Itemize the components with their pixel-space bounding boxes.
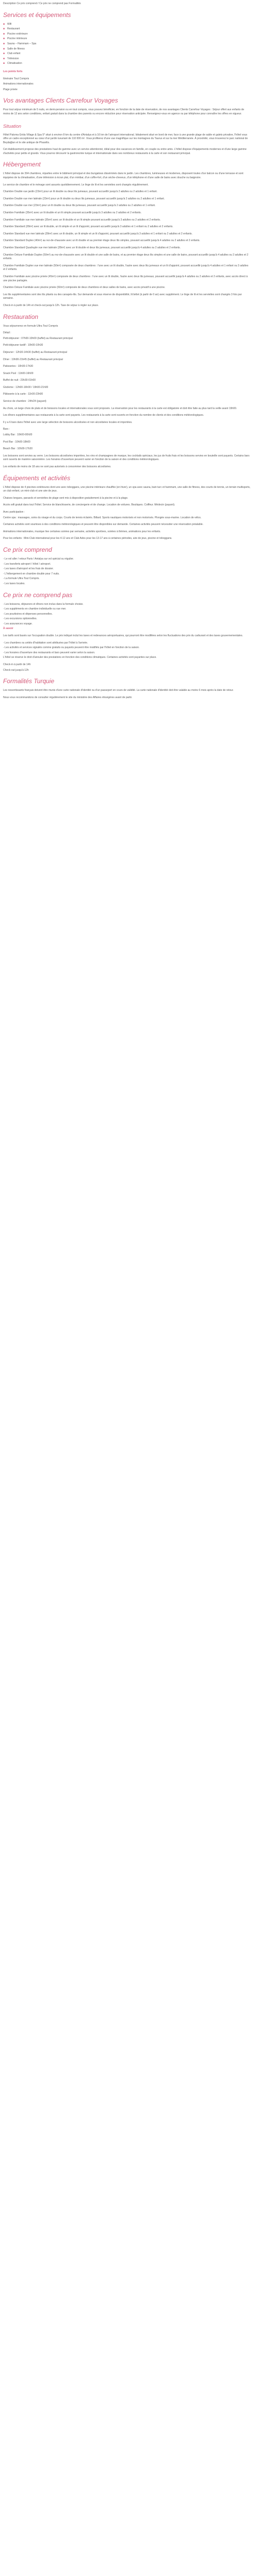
- services-list: [3, 23, 251, 66]
- restauration-item: Gözleme : 12h00-16h00 / 19h00-21h00: [3, 385, 49, 389]
- page-content: [0, 0, 254, 700]
- chambre-item: Chambre Standard Duplex (40m²) au rez-de-chaussée avec un lit double et au premier étage deux lits simples, pouvant accueillir jusqu'à 4 adultes ou 2 adultes et 2 enfants.: [3, 239, 200, 243]
- bar-item: Pool Bar : 10h00-18h00: [3, 440, 30, 444]
- point-fort: Itinéraire Tout Compris: [3, 77, 29, 80]
- enfants-paragraph: Pour les enfants : Mini-Club international pour les 4-12 ans et Club Ados pour les 13-17 ans à certaines périodes, aire de jeux, piscine et toboggans.: [3, 537, 172, 540]
- restauration-paragraph: Les dîners supplémentaires aux restaurants à la carte sont payants. Les restaurants à la carte sont ouverts en fonction du nombre de clients et des conditions météorologiques.: [3, 414, 204, 417]
- equipements-paragraph: Accès wifi gratuit dans tout l'hôtel. Service de blanchisserie, de conciergerie et de change. Location de voitures. Boutiques. Coiffeur. Médecin (payant).: [3, 503, 175, 507]
- restauration-item: Déjeuner : 12h30-14h30 (buffet) au Restaurant principal: [3, 350, 67, 354]
- service-item: ■ Restaurant: [3, 27, 20, 31]
- chambre-item: Chambre Familiale (35m²) avec un lit double et un lit simple pouvant accueillir jusqu'à 3 adultes ou 2 adultes et 2 enfants.: [3, 211, 142, 215]
- bullet-icon: ■: [3, 47, 5, 50]
- restauration-item: Petit-déjeuner tardif : 10h00-10h30: [3, 344, 43, 347]
- comprend-title: Ce prix comprend: [3, 546, 52, 553]
- avis-item: - Les horaires d'ouverture des restaurants et bars peuvent varier selon la saison.: [3, 651, 95, 654]
- check-out: Check-out jusqu'à 12h: [3, 668, 29, 672]
- service-item: ■ Sauna – Hammam – Spa: [3, 42, 37, 45]
- service-item: ■ Club enfant: [3, 52, 21, 56]
- hebergement-note: Les lits supplémentaires sont des lits pliants ou des canapés-lits. Sur demande et sous réserve de disponibilité, lit bébé (à partir de 0 an) avec supplément. Le linge de lit et les serviettes sont changés 3 fois par semaine.: [3, 293, 242, 300]
- bullet-icon: ■: [3, 52, 5, 56]
- restauration-paragraph: Il y a 6 bars dans l'hôtel avec une large sélection de boissons alcoolisées et non alcoolisées locales et importées.: [3, 420, 133, 424]
- bar-item: Lobby Bar : 10h00-00h00: [3, 433, 33, 437]
- restauration-item: Pâtisserie à la carte : 11h00-23h00: [3, 393, 43, 396]
- bars-paragraph: Les enfants de moins de 18 ans ne sont pas autorisés à consommer des boissons alcoolisées.: [3, 465, 111, 468]
- restauration-paragraph: Au choix, un large choix de plats et de boissons locales et internationales vous sont proposés. La réservation pour les restaurants à la carte est obligatoire et doit être faite au plus tard la veille avant 19h00.: [3, 406, 237, 410]
- chambre-item: Chambre Deluxe Familiale Duplex (50m²) au rez-de-chaussée avec un lit double et une salle de bains, et au premier étage deux lits simples et une salle de bains, pouvant accueillir jusqu'à 4 adultes ou 2 adultes et 2 enfants.: [3, 253, 249, 261]
- restauration-detail-title: Détail :: [3, 331, 11, 335]
- service-item: ■ Wifi: [3, 22, 12, 26]
- ne-comprend-item: - Les assurances voyage.: [3, 622, 33, 625]
- avis-item: - Les activités et services signalés comme gratuits ou payants peuvent être modifiés par l'hôtel en fonction de la saison.: [3, 646, 140, 650]
- situation-paragraph: Hôtel Paloma Grida Village & Spa 5* situé à environ 8 km du centre d'Antalya et à 16 km de l'aéroport international. Idéalement situé en bord de mer, face à une grande plage de sable et galets privative, l'hôtel vous offre un cadre exceptionnel au cœur d'un jardin luxuriant de 110 000 m². Vous profiterez d'une vue magnifique sur les montagnes du Taurus et sur la mer Méditerranée. À proximité, vous trouverez le parc national de Beydağları et le site antique de Phasélis.: [3, 133, 248, 144]
- service-item: ■ Climatisation: [3, 62, 22, 65]
- check-in: Check-in à partir de 14h: [3, 663, 31, 667]
- activites-paragraph: Centre spa : massages, soins du visage et du corps. Courts de tennis éclairés. Billard. Sports nautiques motorisés et non motorisés. Plongée sous-marine. Location de vélos.: [3, 516, 202, 519]
- chambre-item: Chambre Deluxe Familiale avec piscine privée (60m²) composée de deux chambres et deux salles de bains, avec accès privatif à une piscine.: [3, 286, 166, 290]
- point-fort: Animations internationales: [3, 82, 34, 86]
- bullet-icon: ■: [3, 22, 5, 26]
- avis-title: À savoir: [3, 627, 13, 631]
- hebergement-note: Check-in à partir de 14h et check-out jusqu'à 12h. Taxe de séjour à régler sur place.: [3, 303, 99, 307]
- chambre-item: Chambre Standard Quadruple vue mer latérale (28m²) avec un lit double et deux lits jumeaux, pouvant accueillir jusqu'à 4 adultes ou 2 adultes et 2 enfants.: [3, 246, 181, 249]
- restauration-item: Patisseries : 10h00-17h30: [3, 365, 34, 368]
- chambre-item: Chambre Familiale avec piscine privée (45m²) composée de deux chambres : l'une avec un lit double, l'autre avec deux lits jumeaux, pouvant accueillir jusqu'à 4 adultes ou 2 adultes et 2 enfants, avec accès direct à une piscine partagée.: [3, 275, 248, 282]
- restauration-title: Restauration: [3, 313, 39, 320]
- bullet-icon: ■: [3, 62, 5, 65]
- equipements-paragraph: L'hôtel dispose de 4 piscines extérieures dont une avec toboggans, une piscine intérieure chauffée (en hiver), un spa avec sauna, bain turc et hammam, une salle de fitness, des courts de tennis, un terrain multisports, un club enfant, un mini-club et une aire de jeux.: [3, 485, 251, 493]
- restauration-item: Dîner : 19h00-21h45 (buffet) au Restaurant principal: [3, 358, 63, 361]
- service-item: ■ Salle de fitness: [3, 47, 25, 50]
- ne-comprend-item: - Les pourboires et dépenses personnelles.: [3, 612, 53, 616]
- equipements-paragraph: Chaises longues, parasols et serviettes de plage sont mis à disposition gratuitement à la piscine et à la plage.: [3, 496, 128, 500]
- bar-item: Beach Bar : 10h00-17h30: [3, 447, 33, 451]
- formalites-paragraph: Les ressortissants français doivent être munis d'une carte nationale d'identité ou d'un passeport en cours de validité. La carte nationale d'identité doit être valable au moins 6 mois après la date de retour.: [3, 689, 234, 692]
- bullet-icon: ■: [3, 27, 5, 31]
- hebergement-paragraph: L'hôtel dispose de 394 chambres, réparties entre le bâtiment principal et des bungalows disséminés dans le jardin. Les chambres, lumineuses et modernes, disposent toutes d'un balcon ou d'une terrasse et sont équipées de la climatisation, d'une télévision à écran plat, d'un minibar, d'un coffre-fort, d'un sèche-cheveux, d'un téléphone et d'une salle de bains avec douche ou baignoire.: [3, 172, 244, 180]
- bullet-icon: ■: [3, 37, 5, 41]
- services-title: Services et équipements: [3, 11, 71, 19]
- restauration-formula: Vous séjournerez en formule Ultra Tout Compris: [3, 324, 58, 328]
- chambre-item: Chambre Double vue jardin (23m²) pour un lit double ou deux lits jumeaux, pouvant accueillir jusqu'à 2 adultes ou 2 adultes et 1 enfant.: [3, 190, 157, 194]
- activites-title: Avec participation :: [3, 510, 25, 514]
- comprend-item: - Les transferts aéroport / hôtel / aéroport.: [3, 562, 51, 566]
- ne-comprend-list: [3, 603, 251, 626]
- formalites-title: Formalités Turquie: [3, 677, 55, 685]
- engagements-text: Pour tout séjour minimum de 5 nuits, en demi-pension ou en tout compris, vous pouvez bénéficier, en fonction de la date de réservation, de nos avantages Clients Carrefour Voyages : Séjour offert aux enfants de moins de 12 ans selon conditions, enfant gratuit dans la chambre des parents ou encore réduction pour réservation anticipée. Renseignez-vous en agence ou par téléphone pour connaître les offres en vigueur.: [3, 108, 245, 115]
- chambre-item: Chambre Double vue mer latérale (23m²) pour un lit double ou deux lits jumeaux, pouvant accueillir jusqu'à 2 adultes ou 2 adultes et 1 enfant.: [3, 197, 165, 200]
- chambre-item: Chambre Standard vue mer latérale (28m²) avec un lit double, un lit simple et un lit d'appoint, pouvant accueillir jusqu'à 3 adultes et 1 enfant ou 2 adultes et 2 enfants.: [3, 232, 192, 235]
- avis-item: - Les chambres ou unités d'habitation sont attribuées par l'hôtel à l'arrivée.: [3, 641, 88, 645]
- restauration-item: Petit-déjeuner : 07h00-10h00 (buffet) au Restaurant principal: [3, 336, 73, 340]
- service-item: ■ Télévision: [3, 57, 19, 60]
- bars-paragraph: Les boissons sont servies au verre. Les boissons alcoolisées importées, les vins et champagnes de marque, les cocktails spéciaux, les jus de fruits frais et les boissons servies en bouteille sont payants. Certains bars sont ouverts de manière saisonnière. Les horaires d'ouverture peuvent varier en fonction de la saison et des conditions météorologiques.: [3, 454, 250, 462]
- chambre-item: Chambre Double vue mer (23m²) pour un lit double ou deux lits jumeaux, pouvant accueillir jusqu'à 2 adultes ou 2 adultes et 1 enfant.: [3, 204, 156, 208]
- chambre-item: Chambre Standard (28m²) avec un lit double, un lit simple et un lit d'appoint, pouvant accueillir jusqu'à 3 adultes et 1 enfant ou 2 adultes et 2 enfants.: [3, 225, 173, 229]
- section-nav: Description Ce prix comprend / Ce prix ne comprend pas Formalités: [3, 2, 81, 5]
- bars-title: Bars :: [3, 428, 10, 431]
- bullet-icon: ■: [3, 57, 5, 60]
- ne-comprend-title: Ce prix ne comprend pas: [3, 591, 73, 599]
- bullet-icon: ■: [3, 42, 5, 45]
- situation-paragraph: Cet établissement propose des prestations haut de gamme avec un service attentionné, idéal pour des vacances en famille, en couple ou entre amis. L'hôtel dispose d'équipements modernes et d'une large gamme d'activités pour petits et grands. Vous pourrez découvrir la gastronomie turque et internationale dans ses nombreux restaurants à la carte et son restaurant principal.: [3, 148, 247, 155]
- situation-title: Situation: [3, 123, 22, 129]
- bullet-icon: ■: [3, 32, 5, 36]
- hebergement-paragraph: Le service de chambre et le ménage sont assurés quotidiennement. Le linge de lit et les serviettes sont changés régulièrement.: [3, 183, 149, 187]
- activites-paragraph: Certaines activités sont soumises à des conditions météorologiques et peuvent être disponibles sur demande. Certaines activités peuvent nécessiter une réservation préalable.: [3, 523, 203, 527]
- restauration-item: Buffet de nuit : 23h30-01h00: [3, 379, 36, 382]
- formalites-paragraph: Nous vous recommandons de consulter régulièrement le site du ministère des Affaires étrangères avant de partir.: [3, 696, 133, 699]
- comprend-item: - Les taxes d'aéroport et les frais de dossier.: [3, 567, 54, 571]
- comprend-list: [3, 557, 251, 586]
- avis-paragraph: L'hôtel se réserve le droit d'annuler des prestations en fonction des conditions climatiques. Certaines activités sont payantes sur place.: [3, 656, 157, 659]
- points-forts-title: Les points forts: [3, 70, 23, 73]
- comprend-item: - L'hébergement en chambre double pour 7 nuits.: [3, 572, 60, 575]
- comprend-item: - Les taxes locales.: [3, 582, 25, 585]
- service-item: ■ Piscine extérieure: [3, 32, 28, 36]
- comprend-item: - Le vol aller / retour Paris / Antalya sur vol spécial ou régulier.: [3, 557, 74, 561]
- equipements-title: Équipements et activités: [3, 474, 71, 482]
- service-item: ■ Piscine intérieure: [3, 37, 27, 41]
- engagements-title: Vos avantages Clients Carrefour Voyages: [3, 97, 118, 105]
- ne-comprend-item: - Les excursions optionnelles.: [3, 617, 37, 621]
- avis-paragraph: Les tarifs sont basés sur l'occupation double. Le prix indiqué inclut les taxes et redevances aéroportuaires, qui pourront être modifiées selon les fluctuations des prix du carburant et des taxes gouvernementales.: [3, 634, 243, 638]
- chambre-item: Chambre Familiale vue mer latérale (35m²) avec un lit double et un lit simple pouvant accueillir jusqu'à 3 adultes ou 2 adultes et 2 enfants.: [3, 218, 161, 222]
- avis-list: [3, 641, 251, 655]
- chambre-item: Chambre Familiale Duplex vue mer latérale (50m²) composée de deux chambres : l'une avec un lit double, l'autre avec deux lits jumeaux et un lit d'appoint, pouvant accueillir jusqu'à 4 adultes et 1 enfant ou 3 adultes et 2 enfants.: [3, 264, 249, 272]
- ne-comprend-item: - Les suppléments en chambre individuelle ou vue mer.: [3, 607, 67, 611]
- comprend-item: - La formule Ultra Tout Compris.: [3, 577, 40, 581]
- animations-paragraph: Animations internationales, musique live certaines soirées par semaine, activités sportives, soirées à thèmes, animations pour les enfants.: [3, 530, 161, 533]
- point-fort: Plage privée: [3, 88, 18, 91]
- hebergement-title: Hébergement: [3, 161, 41, 168]
- restauration-item: Service de chambre : 24h/24 (payant): [3, 400, 46, 403]
- restauration-item: Snack Pool : 11h00-16h00: [3, 371, 34, 375]
- ne-comprend-item: - Les boissons, déjeuners et dîners non inclus dans la formule choisie.: [3, 602, 84, 606]
